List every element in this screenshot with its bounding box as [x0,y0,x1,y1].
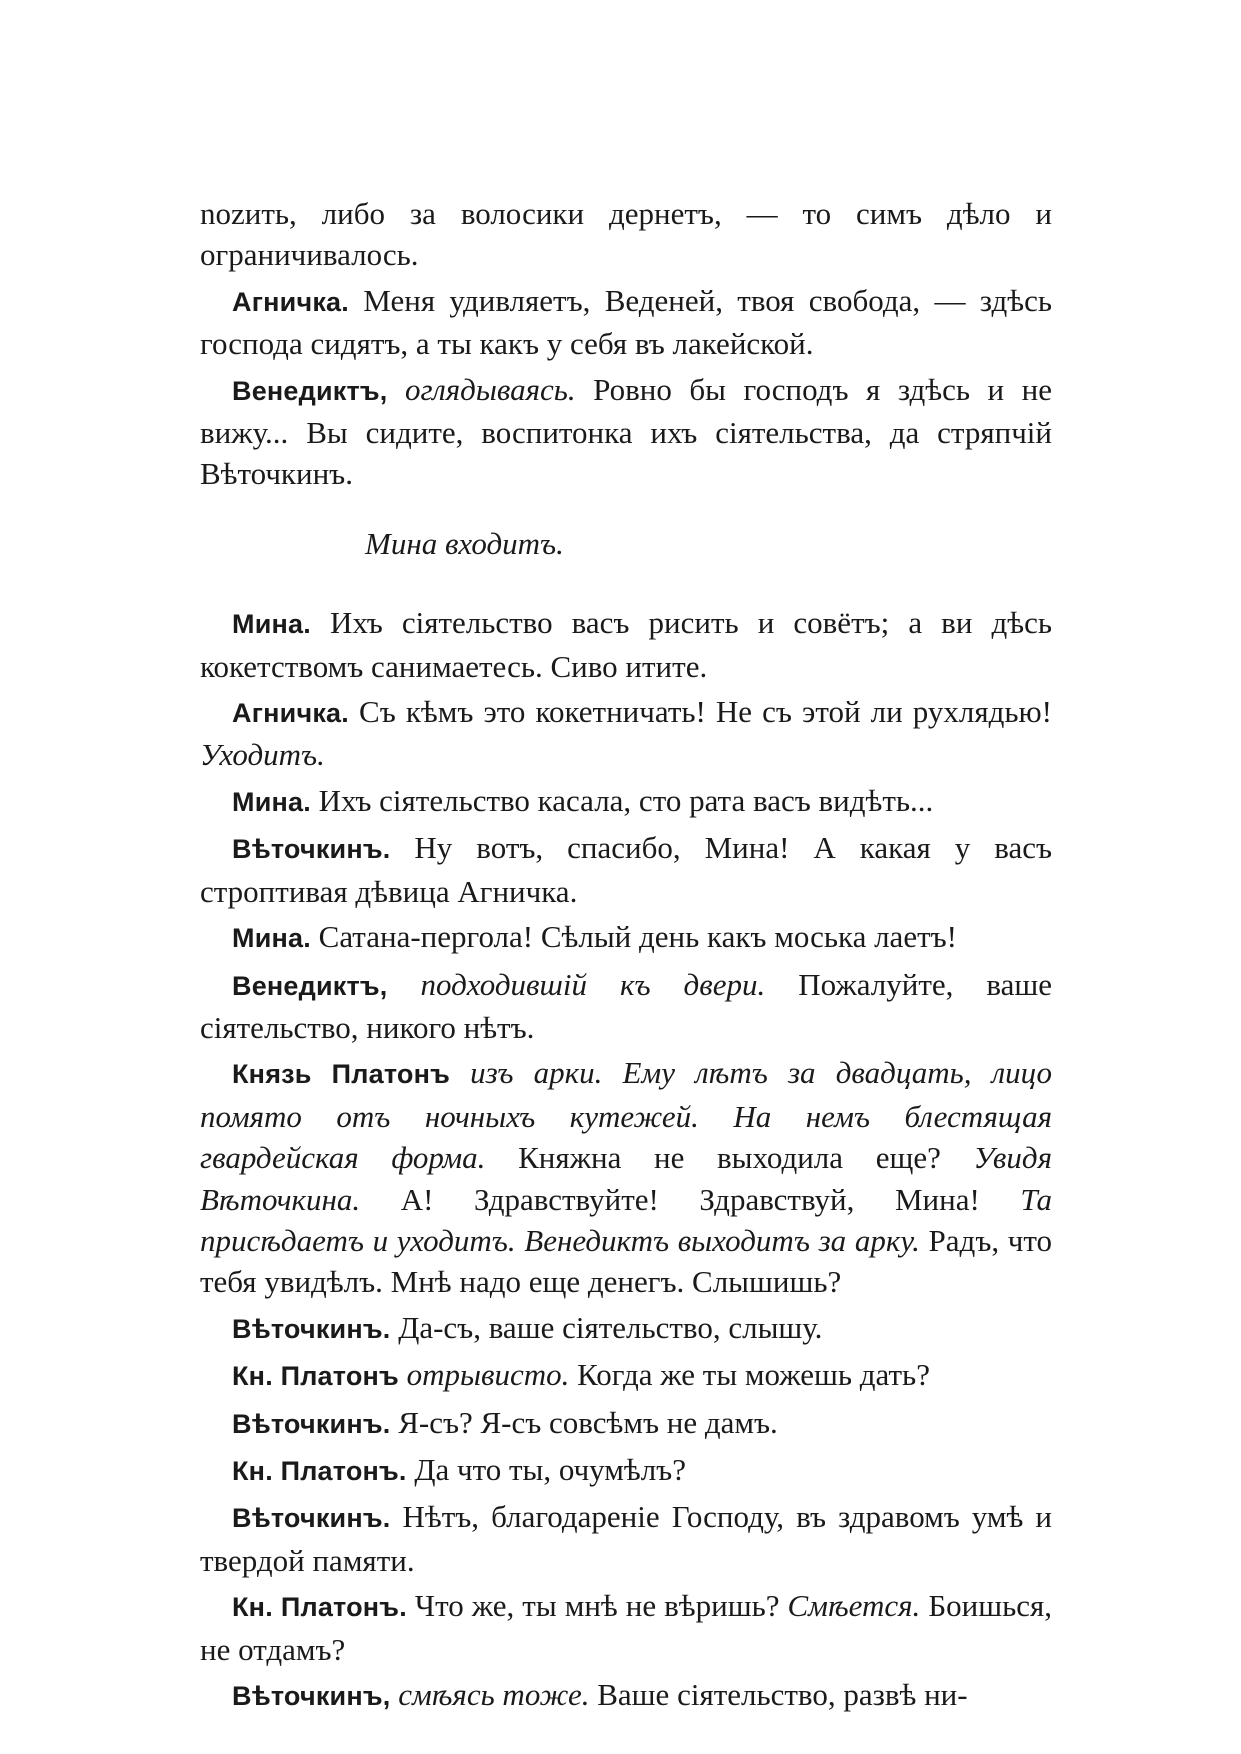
dialogue-text: nozить, либо за волосики дернетъ, — то симъ дѣло и ограничивалось. [200,196,1052,273]
dialogue-text: Нѣтъ, благодареніе Господу, въ здравомъ умѣ и твердой памяти. [200,1499,1052,1578]
dialogue-text: Когда же ты можешь дать? [569,1357,930,1393]
speaker-name: Агничка. [232,698,349,729]
document-page [200,193,1052,1721]
speaker-name: Мина. [232,923,311,954]
dialogue-text: Ихъ сіятельство васъ рисить и совётъ; а ви дѣсь кокетствомъ санимаетесь. Сиво итите. [200,605,1052,684]
speaker-name: Вѣточкинъ. [232,834,391,865]
stage-direction: Увидя Вѣточкина. [200,1140,1052,1217]
speaker-name: Венедиктъ, [232,970,388,1001]
dialogue-line [200,964,1052,1049]
speaker-name: Вѣточкинъ. [232,1503,391,1534]
dialogue-line [200,1496,1052,1581]
speaker-name: Агничка. [232,286,349,317]
dialogue-line [200,1585,1052,1670]
stage-direction: смѣясь тоже. [390,1677,590,1712]
dialogue-text: Радъ, что тебя увидѣлъ. Мнѣ надо еще денегъ. Слышишь? [200,1222,1052,1300]
stage-direction: подходившій къ двери. [387,966,766,1002]
dialogue-text: Съ кѣмъ это кокетничать! Не съ этой ли рухлядью! [348,694,1052,730]
dialogue-line [200,1674,1052,1717]
dialogue-line [200,1052,1052,1302]
speaker-name: Вѣточкинъ, [232,1681,391,1711]
dialogue-text: Боишься, не отдамъ? [200,1588,1052,1667]
dialogue-text: Сатана-пергола! Сѣлый день какъ моська лаетъ! [310,919,957,955]
dialogue-line [200,827,1052,912]
dialogue-line [200,1449,1052,1492]
dialogue-line [200,916,1052,959]
speaker-name: Кн. Платонъ. [232,1455,407,1486]
dialogue-text: Ихъ сіятельство касала, сто рата васъ видѣть... [310,782,934,818]
dialogue-line [200,602,1052,687]
dialogue-line [200,691,1052,776]
dialogue-text: Да-съ, ваше сіятельство, слышу. [390,1309,823,1345]
speaker-name: Вѣточкинъ. [232,1313,391,1344]
dialogue-text: Ваше сіятельство, развѣ ни- [589,1677,968,1712]
dialogue-text: Меня удивляетъ, Веденей, твоя свобода, — здѣсь господа сидятъ, а ты какъ у себя въ лакейской. [200,282,1052,362]
dialogue-line [200,1307,1052,1350]
speaker-name: Князь Платонъ [232,1059,450,1090]
speaker-name: Мина. [232,609,311,640]
dialogue-line [200,280,1052,365]
dialogue-line [200,369,1052,495]
dialogue-text: Я-съ? Я-съ совсѣмъ не дамъ. [390,1404,778,1440]
dialogue-text: Ну вотъ, спасибо, Мина! А какая у васъ строптивая дѣвица Агничка. [200,830,1052,909]
stage-direction: Та приcѣдаетъ и уходитъ. Венедиктъ выходитъ за арку. [200,1181,1052,1258]
dialogue-text: Да что ты, очумѣлъ? [406,1451,686,1487]
speaker-name: Венедиктъ, [232,375,388,406]
dialogue-text: Ровно бы господъ я здѣсь и не вижу... Вы сидите, воспитонка ихъ сіятельства, да стряпчій Вѣточкинъ. [200,371,1053,492]
dialogue-line [200,1402,1052,1445]
stage-direction: отрывисто. [398,1357,570,1393]
speaker-name: Мина. [232,786,311,817]
stage-direction: Смѣется. [779,1588,921,1624]
speaker-name: Кн. Платонъ [232,1361,399,1392]
paragraph [200,193,1052,276]
dialogue-line [200,780,1052,823]
stage-direction: оглядываясь. [387,371,576,407]
stage-direction: изъ арки. Ему лѣтъ за двадцать, лицо помято отъ ночныхъ кутежей. На немъ блестящая гвардейская форма. [200,1055,1052,1176]
dialogue-text: Княжна не выходила еще? [485,1140,941,1176]
dialogue-line [200,1354,1052,1397]
stage-direction: Мина входитъ. [365,525,564,561]
speaker-name: Кн. Платонъ. [232,1592,407,1623]
dialogue-text: Что же, ты мнѣ не вѣришь? [406,1588,780,1624]
speaker-name: Вѣточкинъ. [232,1408,391,1439]
dialogue-text: А! Здравствуйте! Здравствуй, Мина! [360,1181,980,1217]
stage-direction: Уходитъ. [200,737,325,773]
stage-direction-centered [365,523,1052,564]
dialogue-text: Пожалуйте, ваше сіятельство, никого нѣтъ. [200,966,1052,1045]
